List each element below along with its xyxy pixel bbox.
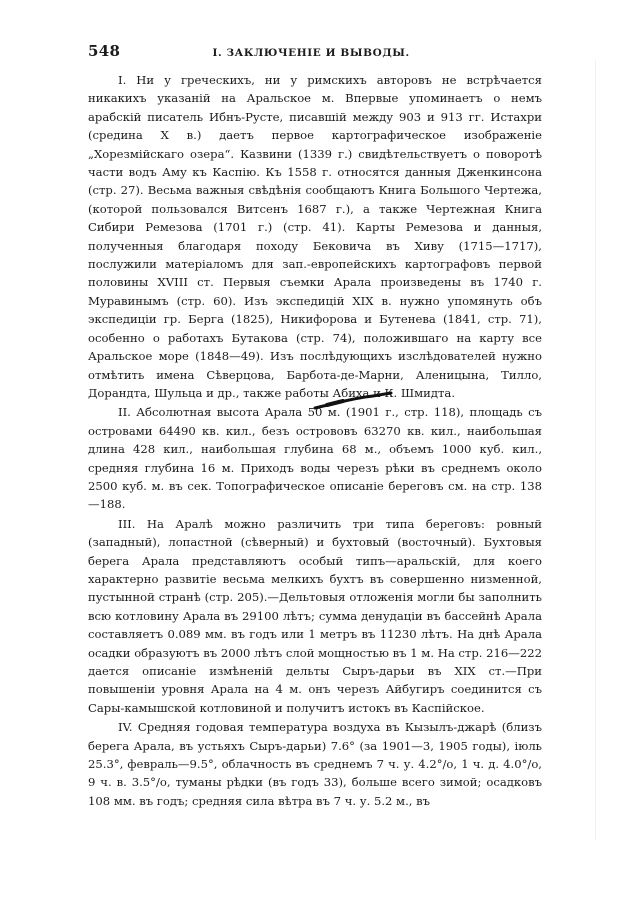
chapter-title: I. ЗАКЛЮЧЕНІЕ И ВЫВОДЫ. — [212, 47, 410, 59]
paragraph-iii: III. На Аралѣ можно различить три типа береговъ: ровный (западный), лопастной (сѣверный) и бухтовый (восточный). Бухтовыя берега Арала представляютъ особый типъ—аральскій, для коего характерно развитіе весьма мелкихъ бухтъ въ совершенно низменной, пустынной странѣ (стр. 205).—Дельтовыя отложенія могли бы заполнить всю котловину Арала въ 29100 лѣтъ; сумма денудаціи въ бассейнѣ Арала составляетъ 0.089 мм. въ годъ или 1 метръ въ 11230 лѣтъ. На днѣ Арала осадки образуютъ въ 2000 лѣтъ слой мощностью въ 1 м. На стр. 216—222 дается описаніе измѣненій дельты Сыръ-дарьи въ XIX ст.—При повышеніи уровня Арала на 4 м. онъ черезъ Айбугиръ соединится съ Сары-камышской котловиной и получитъ истокъ въ Каспійское. — [88, 516, 542, 715]
paragraph-i: I. Ни у греческихъ, ни у римскихъ авторовъ не встрѣчается никакихъ указаній на Аральское м. Впервые упоминаетъ о немъ арабскій писатель Ибнъ-Русте, писавшій между 903 и 913 гг. Истахри (средина X в.) даетъ первое картографическое изображеніе „Хорезмійскаго озера“. Казвини (1339 г.) свидѣтельствуетъ о поворотѣ части водъ Аму къ Каспію. Къ 1558 г. относятся данныя Дженкинсона (стр. 27). Весьма важныя свѣдѣнія сообщаютъ Книга Большого Чертежа, (которой пользовался Витсенъ 1687 г.), а также Чертежная Книга Сибири Ремезова (1701 г.) (стр. 41). Карты Ремезова и данныя, полученныя благодаря походу Бековича въ Хиву (1715—1717), послужили матеріаломъ для зап.-европейскихъ картографовъ первой половины XVIII ст. Первыя съемки Арала произведены въ 1740 г. Муравинымъ (стр. 60). Изъ экспедицій XIX в. нужно упомянуть объ экспедиціи гр. Берга (1825), Никифорова и Бутенева (1841, стр. 71), особенно о работахъ Бутакова (стр. 74), положившаго на карту все Аральское море (1848—49). Изъ послѣдующихъ изслѣдователей нужно отмѣтить имена Сѣверцова, Барбота-де-Марни, Аленицына, Тилло, Дорандта, Шульца и др., также работы Абиха и К. Шмидта. — [88, 73, 542, 400]
paragraph-iv: IV. Средняя годовая температура воздуха въ Кызылъ-джарѣ (близъ берега Арала, въ устьяхъ Сыръ-дарьи) 7.6° (за 1901—3, 1905 годы), іюль 25.3°, февраль—9.5°, облачность въ среднемъ 7 ч. у. 4.2°/о, 1 ч. д. 4.0°/о, 9 ч. в. 3.5°/о, туманы рѣдки (въ годъ 33), больше всего зимой; осадковъ 108 мм. въ годъ; средняя сила вѣтра въ 7 ч. у. 5.2 м., въ — [88, 720, 542, 808]
body-text — [88, 70, 542, 810]
page-edge-line — [595, 60, 596, 840]
running-header — [88, 42, 542, 62]
paragraph-ii: II. Абсолютная высота Арала 50 м. (1901 г., стр. 118), площадь съ островами 64490 кв. кил., безъ острововъ 63270 кв. кил., наибольшая длина 428 кил., наибольшая глубина 68 м., объемъ 1000 куб. кил., средняя глубина 16 м. Приходъ воды черезъ рѣки въ среднемъ около 2500 куб. м. въ сек. Топографическое описаніе береговъ см. на стр. 138—188. — [88, 405, 542, 512]
page-number: 548 — [88, 42, 121, 60]
